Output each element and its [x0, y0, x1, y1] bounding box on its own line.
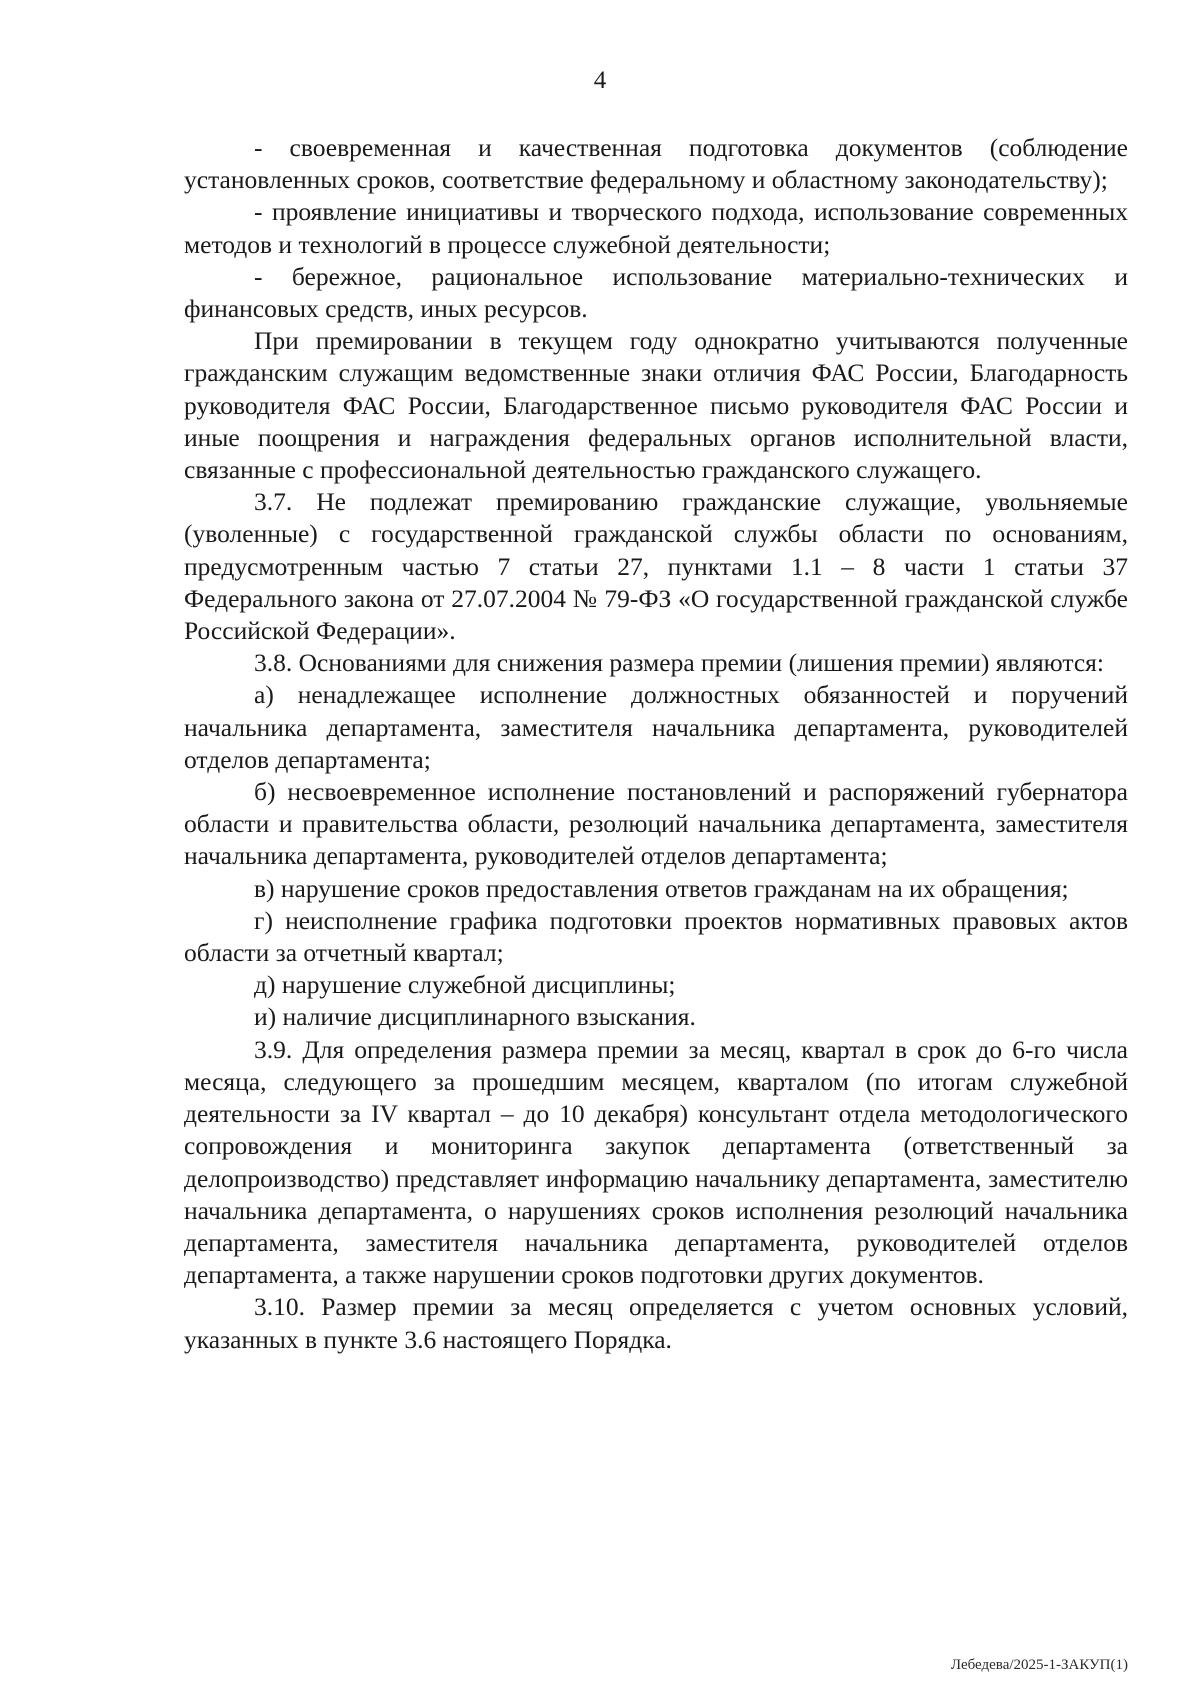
paragraph-awards: При премировании в текущем году однократно учитываются полученные гражданским служащим ведомственные знаки отличия ФАС России, Благодарность руководителя ФАС России, Благодарственное письмо руководителя ФАС России и иные поощрения и награждения федеральных органов исполнительной власти, связанные с профессиональной деятельностью гражданского служащего. — [184, 326, 1128, 485]
sub-item-b: б) несвоевременное исполнение постановлений и распоряжений губернатора области и правительства области, резолюций начальника департамента, заместителя начальника департамента, руководителей отделов департамента; — [184, 777, 1128, 871]
sub-item-g: г) неисполнение графика подготовки проектов нормативных правовых актов области за отчетный квартал; — [184, 905, 1128, 968]
document-code: Лебедева/2025-1-ЗАКУП(1) — [950, 1657, 1128, 1673]
list-item-resources: - бережное, рациональное использование материально-технических и финансовых средств, иных ресурсов. — [184, 261, 1128, 324]
sub-item-i: и) наличие дисциплинарного взыскания. — [254, 1002, 696, 1032]
list-item-initiative: - проявление инициативы и творческого подхода, использование современных методов и технологий в процессе служебной деятельности; — [184, 197, 1128, 259]
document-body — [184, 132, 1128, 1356]
page-number: 4 — [593, 67, 607, 94]
clause-3-10: 3.10. Размер премии за месяц определяется с учетом основных условий, указанных в пункте 3.6 настоящего Порядка. — [184, 1292, 1128, 1354]
clause-3-9: 3.9. Для определения размера премии за месяц, квартал в срок до 6-го числа месяца, следующего за прошедшим месяцем, кварталом (по итогам служебной деятельности за IV квартал – до 10 декабря) консультант отдела методологического сопровождения и мониторинга закупок департамента (ответственный за делопроизводство) представляет информацию начальнику департамента, заместителю начальника департамента, о нарушениях сроков исполнения резолюций начальника департамента, заместителя начальника департамента, руководителей отделов департамента, а также нарушении сроков подготовки других документов. — [184, 1034, 1128, 1290]
list-item-timely-documents: - своевременная и качественная подготовка документов (соблюдение установленных сроков, соответствие федеральному и областному законодательству); — [184, 133, 1128, 195]
sub-item-d: д) нарушение служебной дисциплины; — [254, 970, 676, 1000]
clause-3-8: 3.8. Основаниями для снижения размера премии (лишения премии) являются: — [254, 648, 1104, 678]
clause-3-7: 3.7. Не подлежат премированию гражданские служащие, увольняемые (уволенные) с государственной гражданской службы области по основаниям, предусмотренным частью 7 статьи 27, пунктами 1.1 – 8 части 1 статьи 37 Федерального закона от 27.07.2004 № 79-ФЗ «О государственной гражданской службе Российской Федерации». — [184, 487, 1128, 646]
sub-item-v: в) нарушение сроков предоставления ответов гражданам на их обращения; — [254, 873, 1069, 903]
sub-item-a: а) ненадлежащее исполнение должностных обязанностей и поручений начальника департамента, заместителя начальника департамента, руководителей отделов департамента; — [184, 680, 1128, 774]
